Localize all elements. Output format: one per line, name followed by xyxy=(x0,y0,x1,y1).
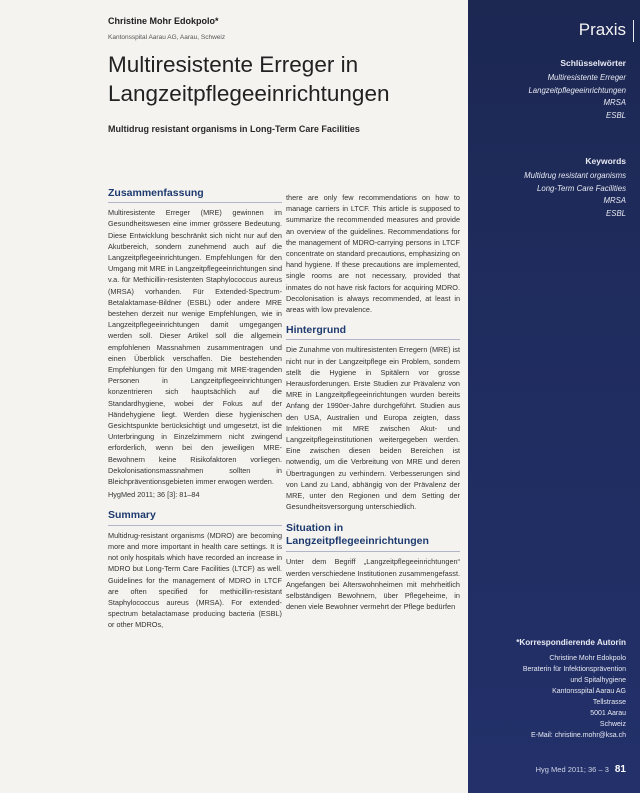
keyword-item: Multidrug resistant organisms xyxy=(524,171,626,180)
keywords-en-list xyxy=(524,170,626,220)
address-line: 5001 Aarau xyxy=(590,710,626,717)
keywords-en-title: Keywords xyxy=(585,156,626,166)
situation-heading: Situation in Langzeitpflegeeinrichtungen xyxy=(286,522,460,552)
section-divider xyxy=(633,20,635,42)
keyword-item: ESBL xyxy=(606,110,626,120)
address-line: Kantonsspital Aarau AG xyxy=(552,688,626,695)
article-title: Multiresistente Erreger in Langzeitpflegeeinrichtungen xyxy=(108,52,390,106)
keyword-item: MRSA xyxy=(603,98,626,107)
page-number: 81 xyxy=(614,764,626,775)
summary-continued-text: there are only few recommendations on how to manage carriers in LTCF. This article is supposed to summarize the recommended measures and provide an overview of the guidelines. Recommendations for the management of MDRO-carrying persons in LTCF concentrate on standard precautions, emphasizing on hand hygiene. If these precautions are implemented, single rooms are not necessary, provided that inmates do not have risk factors for acquiring MDRO. Decolonisation is always recommended, at least in areas with low prevalence. xyxy=(286,193,460,315)
summary-heading: Summary xyxy=(108,510,282,525)
address-line: Tellstrasse xyxy=(592,699,626,706)
address-line: Beraterin für Infektionsprävention xyxy=(522,666,626,673)
hintergrund-text: Die Zunahme von multiresistenten Erregern (MRE) ist nicht nur in der Langzeitpflege ein Problem, sondern stellt die Hygiene in Spitälern vor grosse Herausforderungen. Erste Studien zur Prävalenz von MRE in Langzeitpflegeeinrichtungen wurden bereits Anfang der 1990er-Jahre durchgeführt. Studien aus den USA, Australien und Europa zeigten, dass Infektionen mit MRE zwischen Akut- und Langzeitpflegeinstitutionen weitergegeben werden. Eine zwischen diesen beiden Bereichen ist notwendig, um die Verbreitung von MRE und deren Übertragungen zu verhindern. Verbesserungen sind von Land zu Land, abhängig von der Prävalenz der MRE, unter den Regionen und dem Setting der Gesundheitsversorgung unterschiedlich. xyxy=(286,345,460,512)
keywords-de-list xyxy=(528,72,626,122)
address-line: Christine Mohr Edokpolo xyxy=(549,655,626,662)
summary-text: Multidrug-resistant organisms (MDRO) are becoming more and more important in health care settings. It is not only hospitals which have recorded an increase in MDRO but Long-Term Care Facilities (LTCF) as well. Guidelines for the management of MDRO in LTCF are often specified for methicillin-resistant Staphylococcus aureus (MRSA). For extended-spectrum betalactamase producing bacteria (ESBL) or other MDROs, xyxy=(108,530,282,630)
keyword-item: ESBL xyxy=(606,208,626,218)
right-column xyxy=(286,192,460,615)
address-line: und Spitalhygiene xyxy=(570,677,626,684)
keyword-item: Multiresistente Erreger xyxy=(547,73,626,82)
page-footer xyxy=(536,764,626,775)
main-content xyxy=(100,10,460,793)
keywords-de-title: Schlüsselwörter xyxy=(560,58,626,68)
keyword-item: Long-Term Care Facilities xyxy=(537,183,626,193)
article-subtitle: Multidrug resistant organisms in Long-Term Care Facilities xyxy=(108,124,360,134)
zusammenfassung-heading: Zusammenfassung xyxy=(108,188,282,203)
situation-text: Unter dem Begriff „Langzeitpflegeeinrichtungen“ werden verschiedene Institutionen zusammengefasst. Angefangen bei Alterswohnheimen mit mehrheitlich selbständigen Bewohnern, über Pflegeheime, in denen viele Bewohner vermehrt der Pflege bedürfen xyxy=(286,557,461,612)
citation: HygMed 2011; 36 [3]: 81–84 xyxy=(108,490,200,500)
keyword-sidebar xyxy=(468,0,640,793)
hintergrund-heading: Hintergrund xyxy=(286,325,460,340)
author-name: Christine Mohr Edokpolo* xyxy=(108,16,219,26)
keyword-item: MRSA xyxy=(603,196,626,205)
email-line: E-Mail: christine.mohr@ksa.ch xyxy=(530,732,626,739)
left-column xyxy=(108,188,282,633)
corresponding-author-title: *Korrespondierende Autorin xyxy=(516,638,626,647)
zusammenfassung-text: Multiresistente Erreger (MRE) gewinnen im Gesundheitswesen eine immer grössere Bedeutung. Diese Entwicklung beschränkt sich nicht nur auf den Akutbereich, sondern zunehmend auch auf die Langzeitpflegeeinrichtungen. Empfehlungen für den Umgang mit MRE in Langzeitpflegeeinrichtungen sind v.a. für Methicillin-resistenten Staphylococcus aureus (MRSA) vorhanden. Für Extended-Spectrum-Betalaktamase-Bildner (ESBL) oder andere MRE bestehen derzeit nur wenige Empfehlungen, wie in Langzeitpflegeeinrichtungen damit umgegangen werden soll. Dieser Artikel soll die allgemein empfohlenen Massnahmen zusammentragen und einen Überblick verschaffen. Die bestehenden Empfehlungen für den Umgang mit MRE-tragenden Personen in Langzeitpflegeeinrichtungen konzentrieren sich hauptsächlich auf die Standardhygiene, wobei der Fokus auf der Händehygiene liegt. Werden diese hygienischen Gesichtspunkte berücksichtigt und umgesetzt, ist die Unterbringung in Einzelzimmern nicht zwingend erforderlich, wenn bei den jeweiligen MRE-Bewohnern keine Risikofaktoren vorliegen. Dekolonisationsmassnahmen sollten in Bleichpräventionsgebieten immer erwogen werden. xyxy=(108,208,283,487)
address-line: Schweiz xyxy=(599,721,626,728)
corresponding-author-address xyxy=(476,653,626,741)
section-label: Praxis xyxy=(578,20,626,39)
journal-reference: Hyg Med 2011; 36 – 3 xyxy=(535,765,609,774)
keyword-item: Langzeitpflegeeinrichtungen xyxy=(528,85,626,95)
author-affiliation: Kantonsspital Aarau AG, Aarau, Schweiz xyxy=(108,34,226,41)
